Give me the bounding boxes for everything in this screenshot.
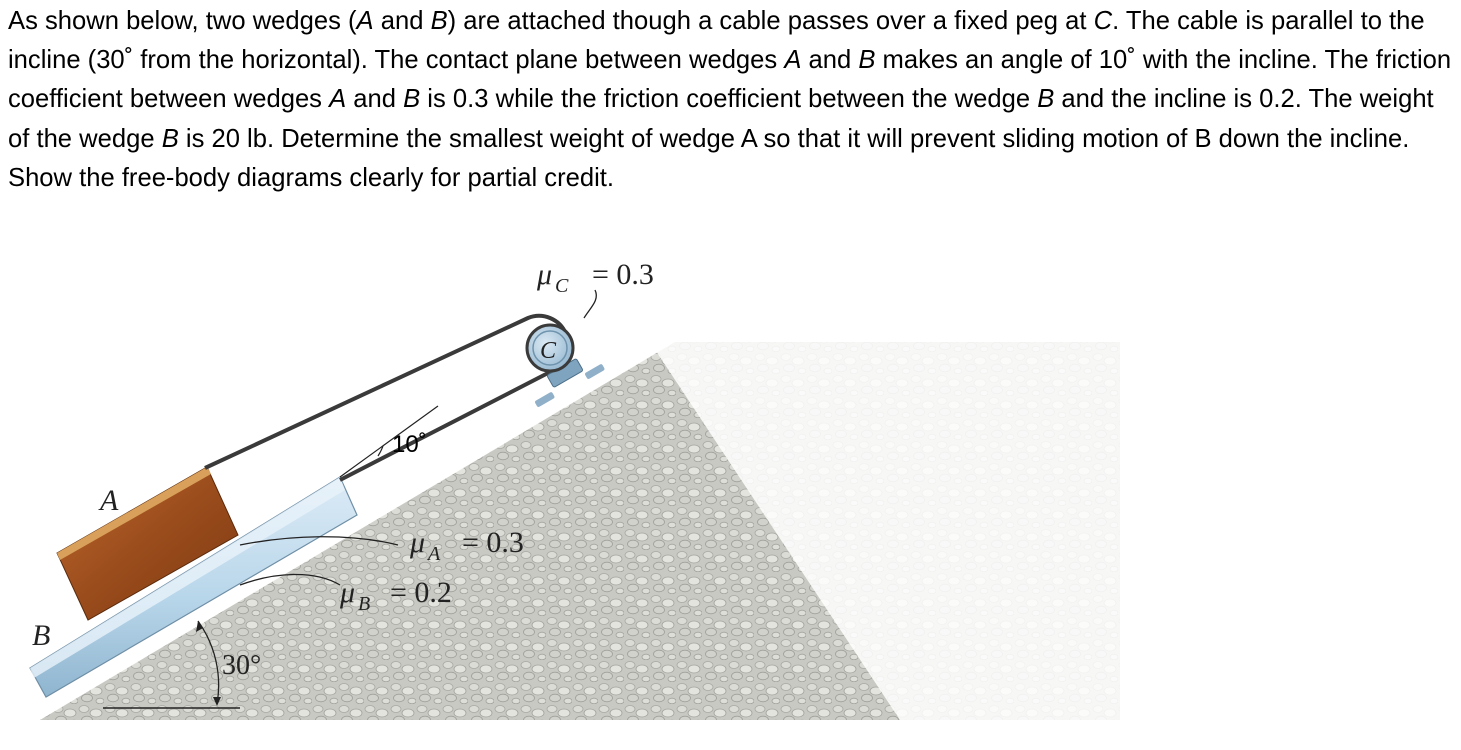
problem-text: and: [346, 85, 404, 114]
problem-text: . The cable is parallel to the incline (30˚ from the horizontal). The contact plane between wedges: [8, 7, 1425, 75]
problem-text: As shown below, two wedges (: [8, 7, 357, 35]
mu-C-value: = 0.3: [592, 258, 654, 291]
problem-var-B: B: [858, 46, 876, 75]
problem-text: is 20 lb. Determine the smallest weight of wedge A so that it will prevent sliding motion of B down the incline. Show the free-body diagrams clearly for partial credit.: [8, 124, 1410, 192]
mu-B-value: = 0.2: [390, 576, 452, 609]
mu-C-leader: [584, 290, 596, 318]
mu-A-subscript: A: [428, 543, 441, 565]
mu-C-symbol: μ: [537, 258, 553, 291]
angle-10-label: 10˚: [392, 431, 427, 458]
problem-var-A: A: [356, 7, 374, 35]
label-C: C: [540, 338, 557, 364]
problem-text: makes an angle of 10˚ with the incline. The friction coefficient between wedges: [8, 46, 1452, 114]
mu-A-value: = 0.3: [462, 526, 524, 559]
problem-var-B: B: [430, 7, 448, 35]
problem-var-B: B: [161, 124, 179, 153]
mu-C-subscript: C: [555, 275, 569, 297]
problem-var-B: B: [1037, 85, 1055, 114]
angle-30-label: 30°: [222, 650, 262, 681]
problem-var-A: A: [329, 85, 347, 114]
mu-B-symbol: μ: [340, 576, 356, 609]
problem-text: and the incline is 0.2. The weight of the wedge: [8, 85, 1434, 153]
problem-var-C: C: [1093, 7, 1113, 35]
mu-A-symbol: μ: [410, 526, 426, 559]
label-A: A: [100, 484, 119, 517]
problem-var-A: A: [784, 46, 802, 75]
problem-text: and: [373, 7, 431, 35]
label-B: B: [32, 619, 51, 652]
mu-B-subscript: B: [358, 593, 371, 615]
problem-text: ) are attached though a cable passes over a fixed peg at: [447, 7, 1094, 35]
problem-var-B: B: [403, 85, 421, 114]
problem-text: and: [801, 46, 859, 75]
problem-text: is 0.3 while the friction coefficient between the wedge: [420, 85, 1038, 114]
